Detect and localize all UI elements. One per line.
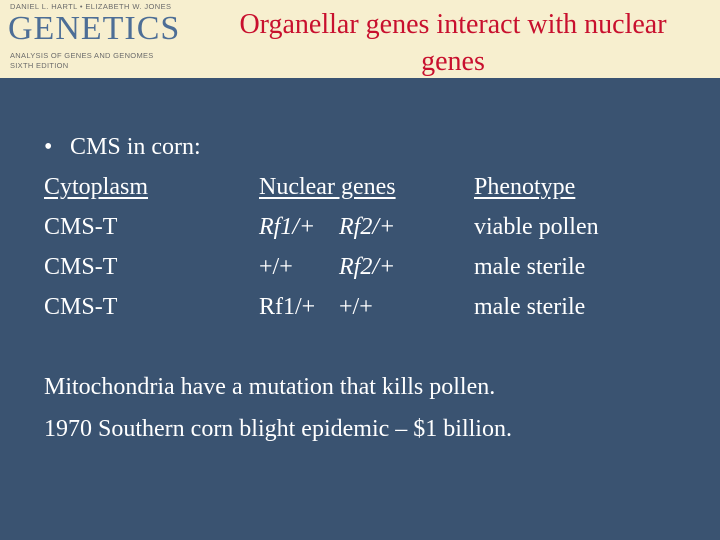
note-epidemic: 1970 Southern corn blight epidemic – $1 billion. <box>44 416 512 442</box>
logo-subtitle: ANALYSIS OF GENES AND GENOMES <box>10 51 154 60</box>
table-cell-nuclear-a: Rf1/+ <box>259 294 316 320</box>
bullet-icon: • <box>44 134 53 160</box>
table-cell-nuclear-b: +/+ <box>339 294 373 320</box>
bullet-item <box>44 134 201 161</box>
slide-title-line2: genes <box>421 46 485 77</box>
bullet-text: CMS in corn: <box>70 134 201 160</box>
header-nuclear-genes: Nuclear genes <box>259 174 396 200</box>
table-cell-nuclear-a: Rf1/+ <box>259 214 316 240</box>
table-cell-cytoplasm: CMS-T <box>44 254 118 280</box>
logo-authors: DANIEL L. HARTL • ELIZABETH W. JONES <box>10 2 172 11</box>
note-mutation: Mitochondria have a mutation that kills pollen. <box>44 374 496 400</box>
table-cell-nuclear-b: Rf2/+ <box>339 254 396 280</box>
table-cell-cytoplasm: CMS-T <box>44 214 118 240</box>
logo-brand: GENETICS <box>8 10 181 47</box>
header-band <box>0 0 720 78</box>
table-cell-phenotype: male sterile <box>474 294 586 320</box>
header-phenotype: Phenotype <box>474 174 576 200</box>
header-cytoplasm: Cytoplasm <box>44 174 149 200</box>
logo-edition: SIXTH EDITION <box>10 61 69 70</box>
table-cell-nuclear-a: +/+ <box>259 254 293 280</box>
table-cell-phenotype: male sterile <box>474 254 586 280</box>
table-cell-cytoplasm: CMS-T <box>44 294 118 320</box>
slide-title <box>186 6 720 80</box>
table-cell-nuclear-b: Rf2/+ <box>339 214 396 240</box>
genetics-book-logo <box>6 2 182 72</box>
table-cell-phenotype: viable pollen <box>474 214 599 240</box>
slide-title-line1: Organellar genes interact with nuclear <box>239 9 667 40</box>
